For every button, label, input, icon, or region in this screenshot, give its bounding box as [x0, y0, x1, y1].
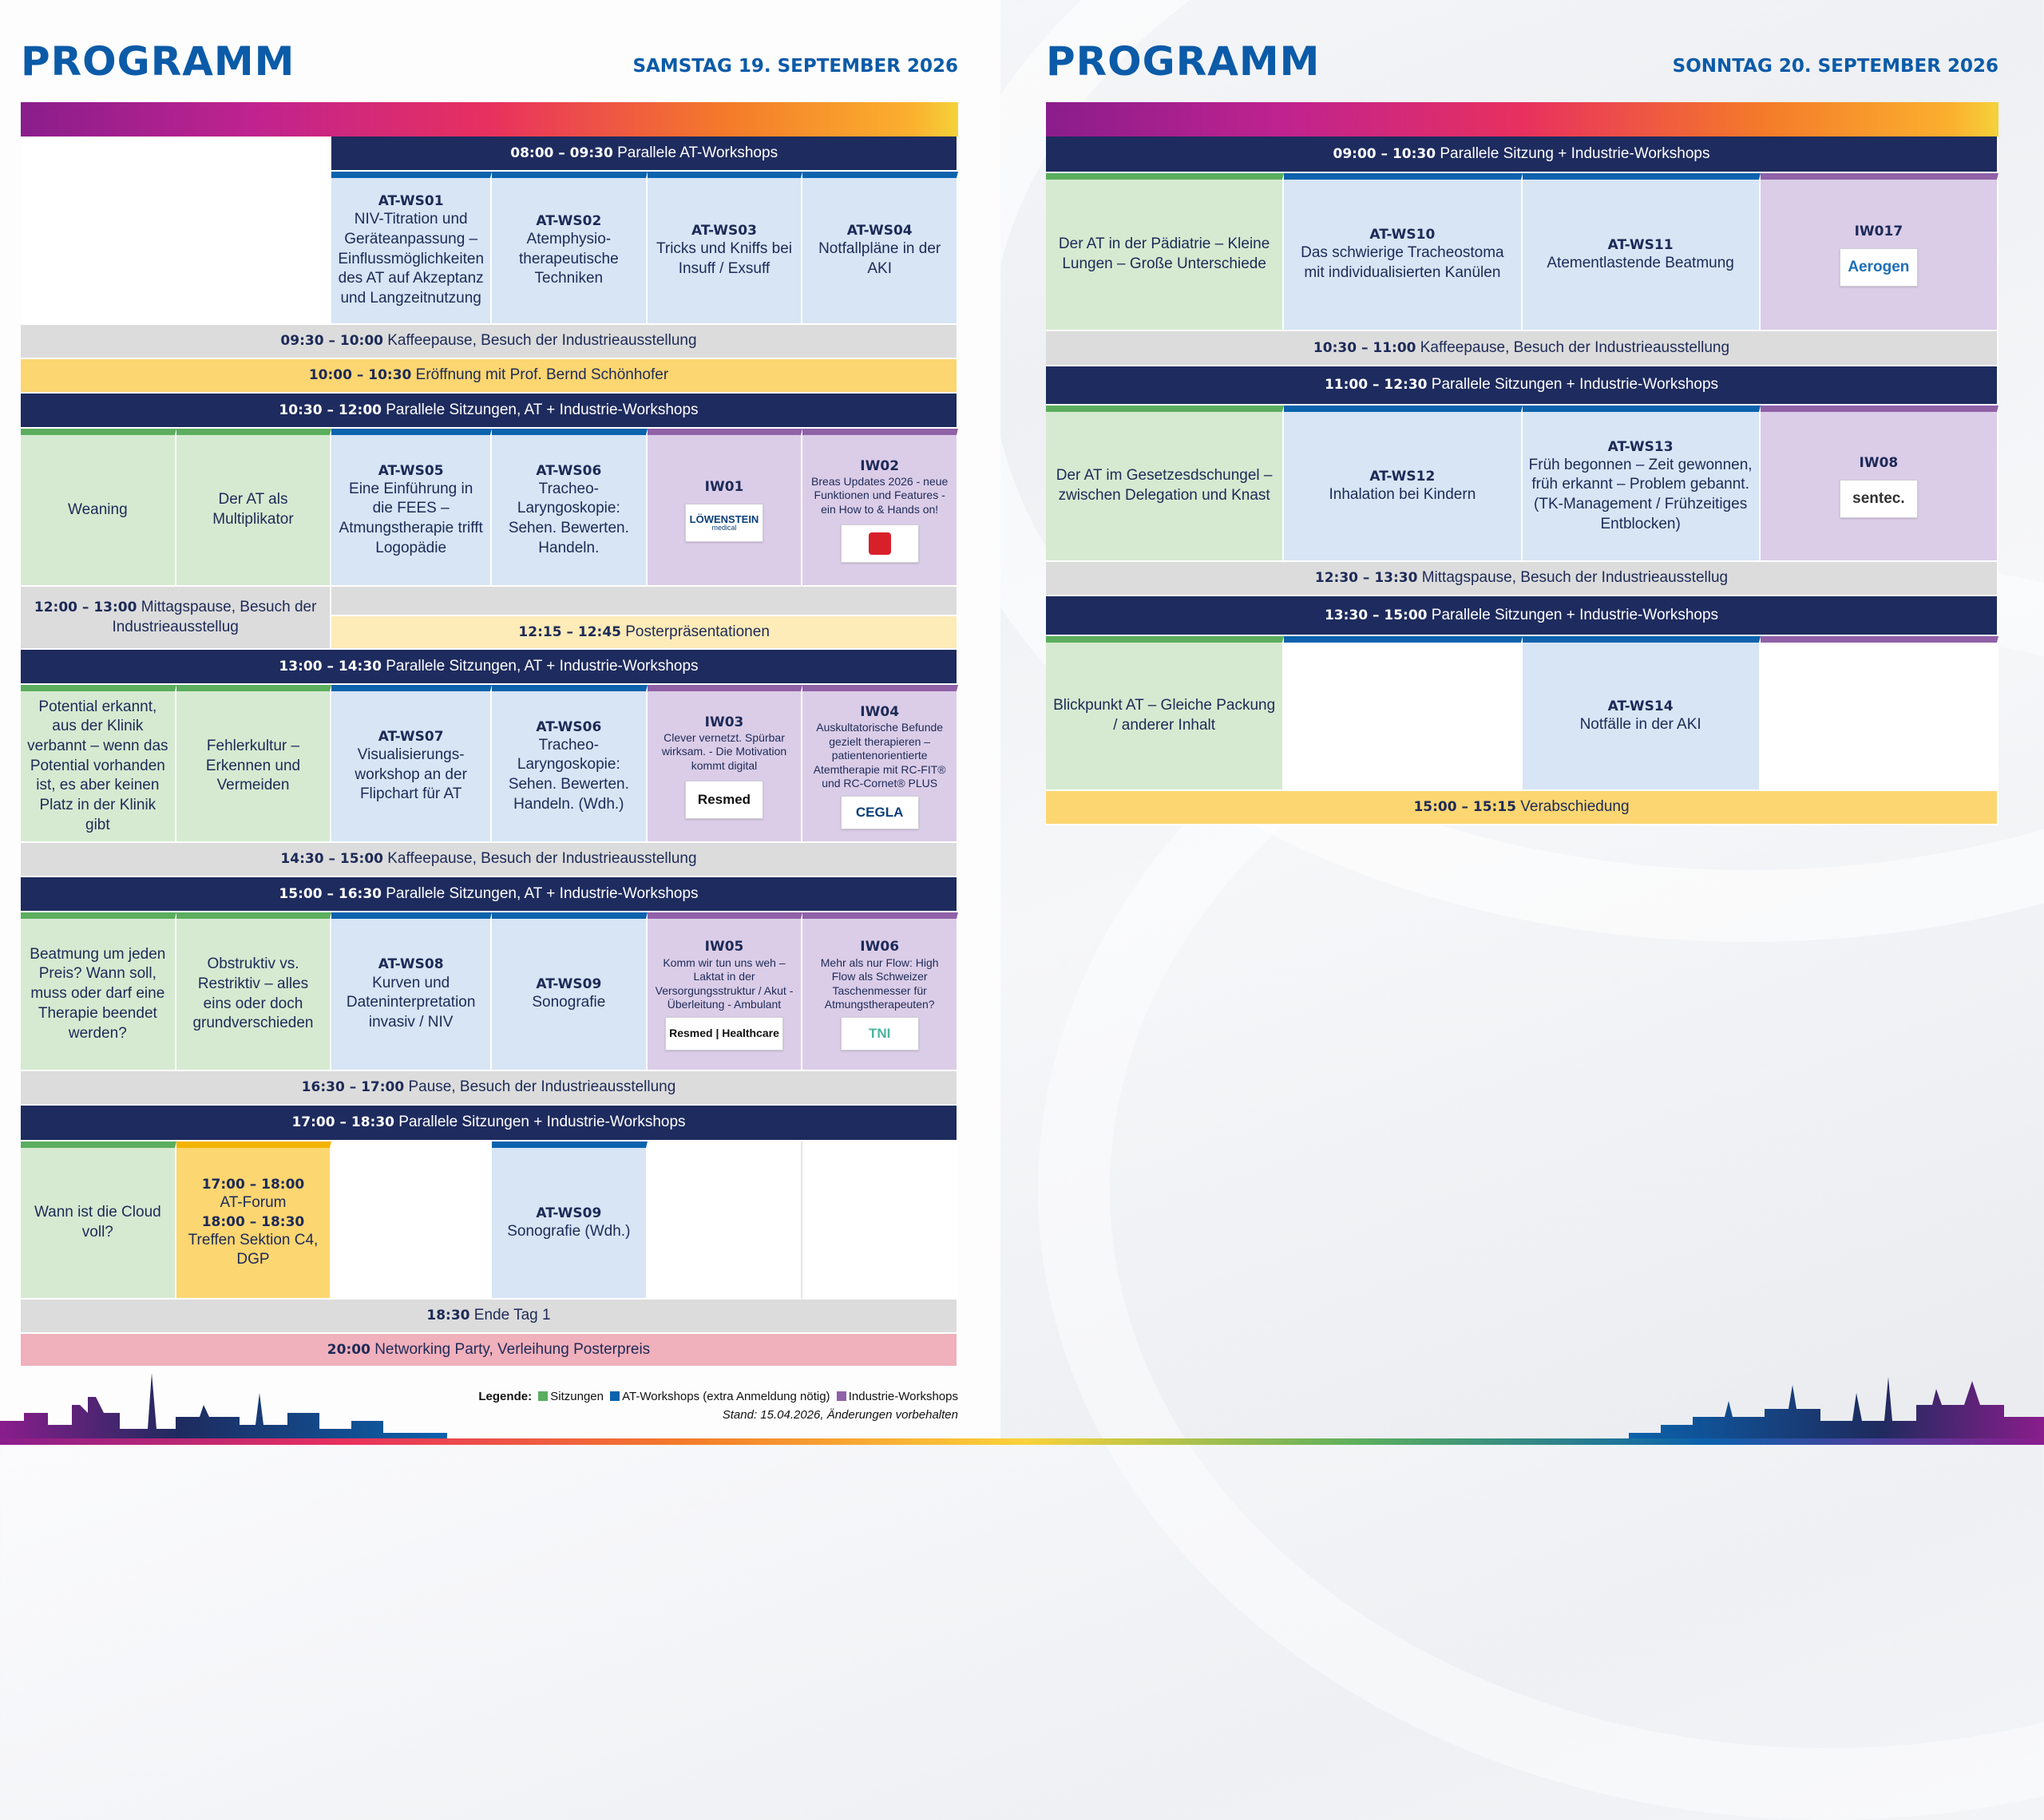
- time-block-header: 09:00 – 10:30 Parallele Sitzung + Industrie-Workshops: [1046, 136, 1998, 173]
- industry-workshop-cell[interactable]: IW017 Aerogen: [1761, 173, 1998, 331]
- resmed-healthcare-logo: Resmed | Healthcare: [665, 1017, 783, 1050]
- party-row: 20:00 Networking Party, Verleihung Posterpreis: [21, 1334, 958, 1367]
- session-cell[interactable]: Blickpunkt AT – Gleiche Packung / anderer Inhalt: [1046, 636, 1284, 791]
- forum-cell[interactable]: 17:00 – 18:00 AT-Forum 18:00 – 18:30 Treffen Sektion C4, DGP: [176, 1141, 332, 1300]
- workshop-cell[interactable]: AT-WS10 Das schwierige Tracheostoma mit individualisierten Kanülen: [1284, 173, 1522, 331]
- time-block-header: 13:00 – 14:30 Parallele Sitzungen, AT + Industrie-Workshops: [21, 650, 958, 685]
- workshop-cell[interactable]: AT-WS14 Notfälle in der AKI: [1523, 636, 1761, 791]
- break-row: 14:30 – 15:00 Kaffeepause, Besuch der Industrieausstellung: [21, 843, 958, 877]
- workshop-cell[interactable]: AT-WS04 Notfallpläne in der AKI: [802, 172, 958, 325]
- industry-workshop-cell[interactable]: IW03 Clever vernetzt. Spürbar wirksam. - Die Motivation kommt digital Resmed: [648, 685, 803, 843]
- break-row: 09:30 – 10:00 Kaffeepause, Besuch der Industrieausstellung: [21, 325, 958, 359]
- session-cell[interactable]: Obstruktiv vs. Restriktiv – alles eins oder doch grundverschieden: [176, 912, 332, 1071]
- session-cell[interactable]: Potential erkannt, aus der Klinik verbannt – wenn das Potential vorhanden ist, es aber keinen Platz in der Klinik gibt: [21, 685, 176, 843]
- industry-workshop-cell[interactable]: IW04 Auskultatorische Befunde gezielt therapieren – patientenorientierte Atemtherapie mit RC-FIT® und RC-Cornet® PLUS CEGLA: [802, 685, 958, 843]
- empty-cell: [21, 136, 331, 325]
- time-block-header: 13:30 – 15:00 Parallele Sitzungen + Industrie-Workshops: [1046, 596, 1998, 636]
- time-block-header: 15:00 – 16:30 Parallele Sitzungen, AT + Industrie-Workshops: [21, 877, 958, 912]
- tni-logo: TNI: [841, 1017, 919, 1050]
- empty-cell: [648, 1141, 803, 1300]
- resmed-logo: Resmed: [685, 781, 763, 819]
- workshop-cell[interactable]: AT-WS12 Inhalation bei Kindern: [1284, 406, 1522, 562]
- color-band: [21, 102, 958, 136]
- page-date: SAMSTAG 19. SEPTEMBER 2026: [632, 56, 958, 77]
- industry-workshop-cell[interactable]: IW05 Komm wir tun uns weh – Laktat in der Versorgungsstruktur / Akut - Überleitung - Ambulant Resmed | Healthcare: [648, 912, 803, 1071]
- time-block-header: 10:30 – 12:00 Parallele Sitzungen, AT + Industrie-Workshops: [21, 394, 958, 429]
- session-cell[interactable]: Der AT im Gesetzesdschungel – zwischen Delegation und Knast: [1046, 406, 1284, 562]
- workshop-cell[interactable]: AT-WS05 Eine Einführung in die FEES – Atmungstherapie trifft Logopädie: [331, 429, 492, 587]
- opening-row: 10:00 – 10:30 Eröffnung mit Prof. Bernd Schönhofer: [21, 359, 958, 394]
- bottom-color-bar: [0, 1438, 2044, 1445]
- break-row: 16:30 – 17:00 Pause, Besuch der Industrieausstellung: [21, 1071, 958, 1106]
- session-cell[interactable]: Beatmung um jeden Preis? Wann soll, muss oder darf eine Therapie beendet werden?: [21, 912, 176, 1071]
- sentec-logo: sentec.: [1840, 480, 1918, 518]
- end-row: 18:30 Ende Tag 1: [21, 1300, 958, 1334]
- workshop-cell[interactable]: AT-WS02 Atemphysio-therapeutische Techniken: [492, 172, 648, 325]
- page-title: PROGRAMM: [21, 38, 295, 85]
- lunch-row: 12:30 – 13:30 Mittagspause, Besuch der Industrieausstellug: [1046, 562, 1998, 596]
- farewell-row: 15:00 – 15:15 Verabschiedung: [1046, 791, 1998, 825]
- cegla-logo: CEGLA: [841, 796, 919, 829]
- industry-workshop-cell[interactable]: IW06 Mehr als nur Flow: High Flow als Schweizer Taschenmesser für Atmungstherapeuten? TNI: [802, 912, 958, 1071]
- poster-row: 12:15 – 12:45 Posterpräsentationen: [331, 616, 958, 650]
- session-cell[interactable]: Weaning: [21, 429, 176, 587]
- workshop-cell[interactable]: AT-WS13 Früh begonnen – Zeit gewonnen, früh erkannt – Problem gebannt. (TK-Management / Frühzeitiges Entblocken): [1523, 406, 1761, 562]
- session-cell[interactable]: Wann ist die Cloud voll?: [21, 1141, 176, 1300]
- workshop-cell[interactable]: AT-WS03 Tricks und Kniffs bei Insuff / Exsuff: [648, 172, 803, 325]
- workshop-cell[interactable]: AT-WS07 Visualisierungs-workshop an der Flipchart für AT: [331, 685, 492, 843]
- status-note: Stand: 15.04.2026, Änderungen vorbehalten: [722, 1408, 958, 1422]
- empty-cell: [1284, 636, 1522, 791]
- time-block-header: 11:00 – 12:30 Parallele Sitzungen + Industrie-Workshops: [1046, 366, 1998, 406]
- loewenstein-logo: LÖWENSTEIN medical: [685, 504, 763, 542]
- lunch-row: 12:00 – 13:00 Mittagspause, Besuch der Industrieausstellug: [21, 587, 331, 650]
- time-block-header: 08:00 – 09:30 Parallele AT-Workshops: [331, 136, 958, 172]
- session-cell[interactable]: Der AT in der Pädiatrie – Kleine Lungen – Große Unterschiede: [1046, 173, 1284, 331]
- empty-cell: [1761, 636, 1998, 791]
- industry-workshop-cell[interactable]: IW01 LÖWENSTEIN medical: [648, 429, 803, 587]
- page-sunday: [1000, 0, 2044, 1445]
- session-cell[interactable]: Fehlerkultur – Erkennen und Vermeiden: [176, 685, 332, 843]
- workshop-cell[interactable]: AT-WS06 Tracheo-Laryngoskopie: Sehen. Bewerten. Handeln. (Wdh.): [492, 685, 648, 843]
- industry-workshop-cell[interactable]: IW08 sentec.: [1761, 406, 1998, 562]
- schedule-grid-saturday: [21, 136, 958, 1367]
- city-skyline: [0, 1357, 447, 1445]
- industry-workshop-cell[interactable]: IW02 Breas Updates 2026 - neue Funktionen und Features - ein How to & Hands on!: [802, 429, 958, 587]
- time-block-header: 17:00 – 18:30 Parallele Sitzungen + Industrie-Workshops: [21, 1106, 958, 1141]
- schedule-grid-sunday: [1046, 136, 1998, 825]
- empty-cell: [802, 1141, 958, 1300]
- aerogen-logo: Aerogen: [1840, 248, 1918, 287]
- workshop-cell[interactable]: AT-WS01 NIV-Titration und Geräteanpassung – Einflussmöglichkeiten des AT auf Akzeptanz und Langzeitnutzung: [331, 172, 492, 325]
- page-title: PROGRAMM: [1046, 38, 1321, 85]
- workshop-cell[interactable]: AT-WS09 Sonografie (Wdh.): [492, 1141, 648, 1300]
- page-saturday: [0, 0, 1000, 1445]
- legend: Legende: Sitzungen AT-Workshops (extra Anmeldung nötig) Industrie-Workshops: [478, 1390, 958, 1403]
- break-row: 10:30 – 11:00 Kaffeepause, Besuch der Industrieausstellung: [1046, 331, 1998, 366]
- page-date: SONNTAG 20. SEPTEMBER 2026: [1672, 56, 1998, 77]
- workshop-cell[interactable]: AT-WS11 Atementlastende Beatmung: [1523, 173, 1761, 331]
- color-band: [1046, 102, 1998, 136]
- session-cell[interactable]: Der AT als Multiplikator: [176, 429, 332, 587]
- breas-logo: [841, 524, 919, 563]
- empty-cell: [331, 1141, 492, 1300]
- city-skyline: [1629, 1357, 2044, 1445]
- gray-filler: [331, 587, 958, 616]
- workshop-cell[interactable]: AT-WS09 Sonografie: [492, 912, 648, 1071]
- workshop-cell[interactable]: AT-WS06 Tracheo-Laryngoskopie: Sehen. Bewerten. Handeln.: [492, 429, 648, 587]
- workshop-cell[interactable]: AT-WS08 Kurven und Dateninterpretation invasiv / NIV: [331, 912, 492, 1071]
